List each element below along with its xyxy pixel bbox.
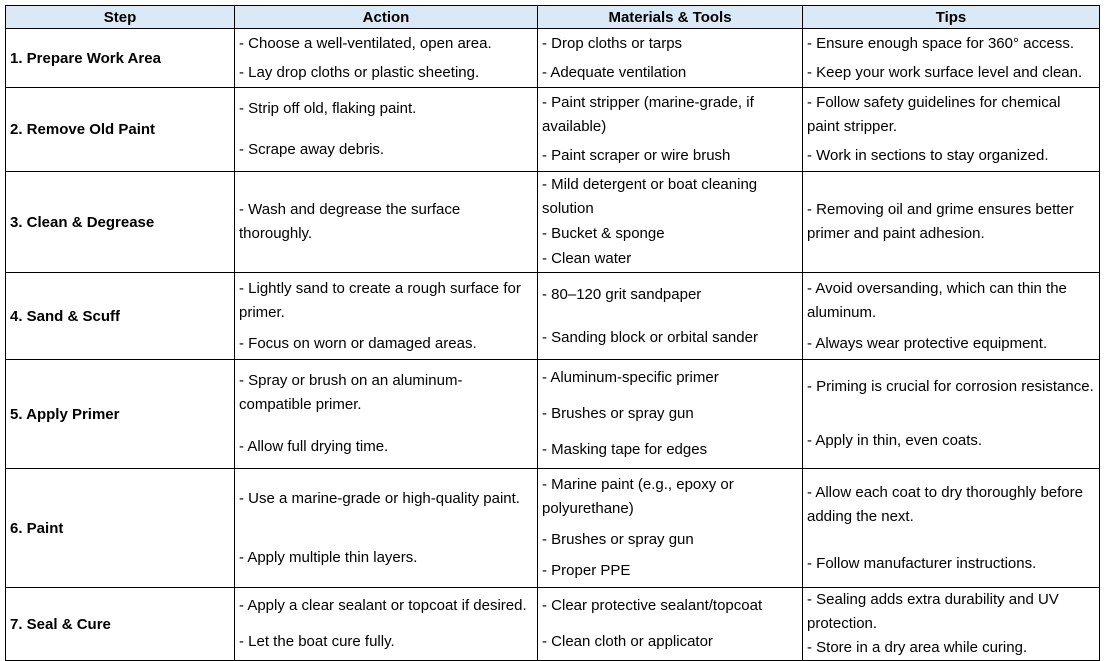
list-item: - Bucket & sponge [542,224,665,242]
list-item: - Follow safety guidelines for chemical paint stripper. [807,93,1061,135]
table-row [6,360,1100,469]
cell-lines [235,273,537,359]
step-cell: 4. Sand & Scuff [6,273,235,360]
list-item: - Ensure enough space for 360° access. [807,34,1074,52]
list-item: - Adequate ventilation [542,63,687,81]
list-item: - 80–120 grit sandpaper [542,285,702,303]
list-item: - Avoid oversanding, which can thin the aluminum. [807,279,1067,321]
step-cell: 3. Clean & Degrease [6,172,235,273]
list-item: - Priming is crucial for corrosion resistance. [807,378,1094,395]
cell-lines [538,88,802,171]
list-item: - Mild detergent or boat cleaning solution [542,175,758,217]
cell-lines [235,172,537,272]
materials-cell [538,273,803,360]
cell-lines [538,360,802,468]
table-row [6,88,1100,172]
list-item: - Choose a well-ventilated, open area. [239,34,492,52]
cell-lines [803,273,1099,359]
materials-cell [538,360,803,469]
cell-lines [803,360,1099,468]
action-cell [235,273,538,360]
tips-cell [803,273,1100,360]
step-cell: 1. Prepare Work Area [6,29,235,88]
list-item: - Marine paint (e.g., epoxy or polyurethane) [542,475,734,517]
table-row [6,172,1100,273]
table-row [6,588,1100,661]
list-item: - Lightly sand to create a rough surface for primer. [239,279,521,321]
list-item: - Keep your work surface level and clean. [807,63,1083,81]
steps-table [5,5,1100,661]
materials-cell [538,29,803,88]
list-item: - Clear protective sealant/topcoat [542,597,763,614]
materials-cell [538,172,803,273]
list-item: - Spray or brush on an aluminum-compatible primer. [239,372,463,413]
list-item: - Brushes or spray gun [542,530,694,548]
cell-lines [538,588,802,660]
list-item: - Store in a dry area while curing. [807,639,1028,656]
tips-cell [803,469,1100,588]
list-item: - Aluminum-specific primer [542,369,719,386]
cell-lines [538,29,802,87]
step-cell: 6. Paint [6,469,235,588]
cell-lines [803,172,1099,272]
cell-lines [235,360,537,468]
action-cell [235,29,538,88]
tips-cell [803,360,1100,469]
list-item: - Apply a clear sealant or topcoat if desired. [239,597,527,614]
list-item: - Clean cloth or applicator [542,633,713,650]
list-item: - Strip off old, flaking paint. [239,99,417,117]
table-row [6,273,1100,360]
materials-cell [538,588,803,661]
list-item: - Let the boat cure fully. [239,633,395,650]
header-row [6,6,1100,29]
list-item: - Drop cloths or tarps [542,34,683,52]
materials-cell [538,469,803,588]
tips-cell [803,29,1100,88]
cell-lines [538,172,802,272]
tips-cell [803,588,1100,661]
list-item: - Lay drop cloths or plastic sheeting. [239,63,480,81]
table-row [6,29,1100,88]
list-item: - Apply in thin, even coats. [807,432,983,449]
list-item: - Follow manufacturer instructions. [807,554,1037,572]
tips-cell [803,172,1100,273]
list-item: - Removing oil and grime ensures better primer and paint adhesion. [807,201,1074,242]
cell-lines [803,29,1099,87]
step-cell: 2. Remove Old Paint [6,88,235,172]
list-item: - Apply multiple thin layers. [239,548,418,566]
list-item: - Allow full drying time. [239,438,389,455]
table-row [6,469,1100,588]
list-item: - Masking tape for edges [542,441,708,458]
step-cell: 7. Seal & Cure [6,588,235,661]
list-item: - Brushes or spray gun [542,405,694,422]
action-cell [235,172,538,273]
header-action: Action [235,6,538,29]
list-item: - Scrape away debris. [239,141,385,159]
cell-lines [235,469,537,587]
list-item: - Paint stripper (marine-grade, if available) [542,93,754,135]
list-item: - Work in sections to stay organized. [807,147,1049,165]
cell-lines [803,588,1099,660]
cell-lines [803,88,1099,171]
header-tips: Tips [803,6,1100,29]
cell-lines [235,588,537,660]
action-cell [235,360,538,469]
step-cell: 5. Apply Primer [6,360,235,469]
tips-cell [803,88,1100,172]
cell-lines [538,273,802,359]
list-item: - Wash and degrease the surface thoroughly. [239,201,461,242]
list-item: - Clean water [542,250,632,268]
list-item: - Proper PPE [542,562,631,580]
action-cell [235,469,538,588]
list-item: - Paint scraper or wire brush [542,147,731,165]
list-item: - Focus on worn or damaged areas. [239,334,477,352]
cell-lines [538,469,802,587]
action-cell [235,88,538,172]
list-item: - Sanding block or orbital sander [542,328,758,346]
materials-cell [538,88,803,172]
list-item: - Use a marine-grade or high-quality paint. [239,489,520,507]
list-item: - Always wear protective equipment. [807,334,1048,352]
cell-lines [803,469,1099,587]
header-step: Step [6,6,235,29]
cell-lines [235,88,537,171]
list-item: - Allow each coat to dry thoroughly before adding the next. [807,483,1083,525]
table-body [6,29,1100,661]
list-item: - Sealing adds extra durability and UV protection. [807,591,1059,632]
header-materials-tools: Materials & Tools [538,6,803,29]
action-cell [235,588,538,661]
cell-lines [235,29,537,87]
